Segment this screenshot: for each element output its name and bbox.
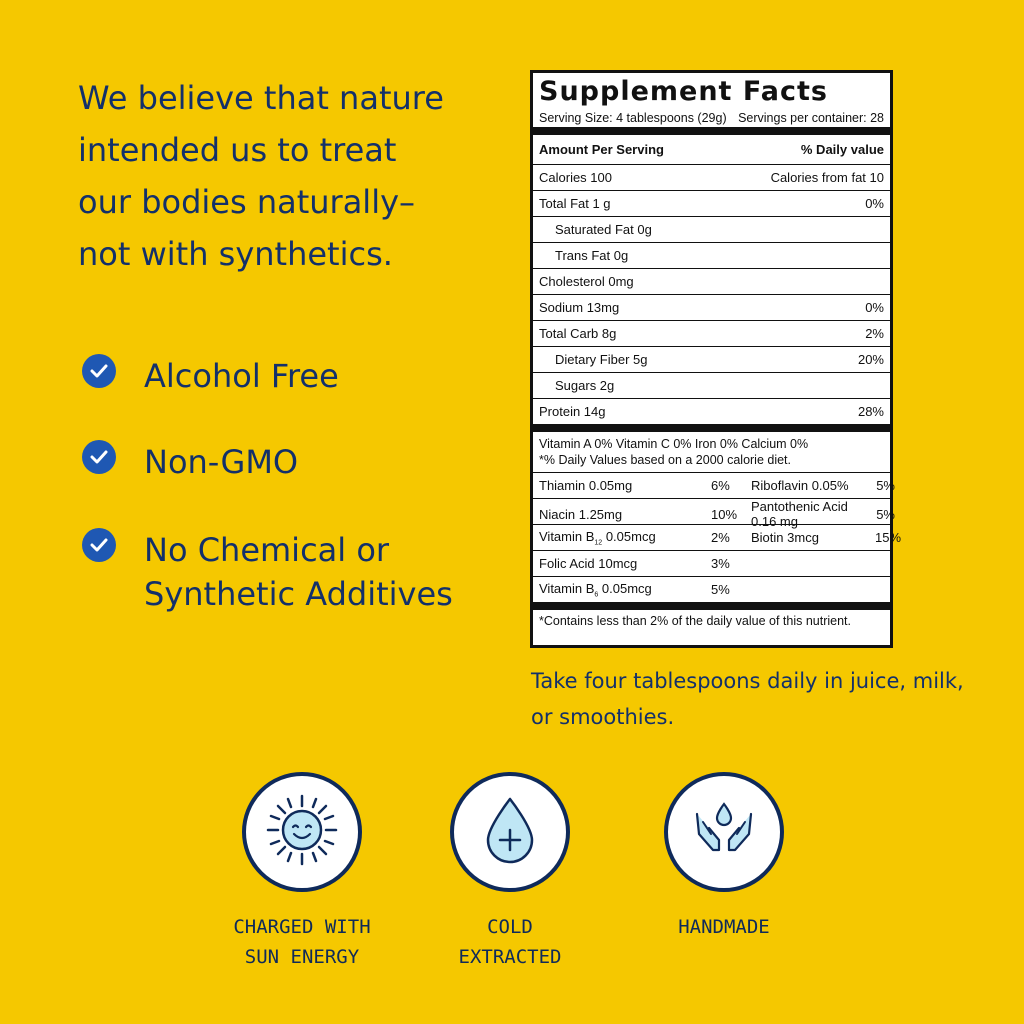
nutrient-grid-row <box>533 550 890 576</box>
nutrient-percent: 5% <box>711 582 730 597</box>
nutrient-name: Riboflavin 0.05% <box>751 478 849 493</box>
nutrient-grid-row <box>533 576 890 602</box>
nutrient-name: Pantothenic Acid 0.16 mg <box>751 499 848 529</box>
feature-label <box>144 528 453 616</box>
feature-non-gmo <box>82 440 298 484</box>
badge-label <box>400 912 620 972</box>
badge-label <box>614 912 834 942</box>
checkmark-icon <box>82 354 116 388</box>
nutrient-label: Total Fat 1 g <box>539 196 611 211</box>
divider <box>533 602 890 610</box>
hands-droplet-icon <box>689 800 759 864</box>
badge-label <box>192 912 412 972</box>
badge-label-line: SUN ENERGY <box>244 946 360 968</box>
nutrient-value: 20% <box>857 352 884 367</box>
nutrient-label: Total Carb 8g <box>539 326 617 341</box>
headline-line: intended us to treat <box>78 131 397 169</box>
badge-label-line: HANDMADE <box>678 916 770 938</box>
nutrient-grid-row <box>533 498 895 529</box>
nutrient-name: Biotin 3mcg <box>751 530 819 545</box>
vitamins-note <box>533 432 890 472</box>
sun-icon <box>262 790 342 874</box>
nutrient-percent: 5% <box>876 478 895 493</box>
badge-label-line: COLD <box>487 916 533 938</box>
nutrient-label: Cholesterol 0mg <box>539 274 634 289</box>
supplement-facts-panel <box>530 70 902 648</box>
headline-line: not with synthetics. <box>78 235 393 273</box>
nutrient-value: 2% <box>865 326 884 341</box>
facts-row <box>533 398 890 424</box>
facts-footnote: *Contains less than 2% of the daily value of this nutrient. <box>539 614 851 628</box>
nutrient-grid <box>533 473 902 602</box>
nutrient-label: Sugars 2g <box>555 378 615 393</box>
facts-row <box>533 346 890 372</box>
facts-row <box>533 165 890 190</box>
nutrient-label: Trans Fat 0g <box>555 248 629 263</box>
divider <box>533 424 890 432</box>
nutrient-percent: 2% <box>711 530 730 545</box>
checkmark-icon <box>82 528 116 562</box>
serving-info <box>533 109 890 127</box>
feature-label: Non-GMO <box>144 443 299 481</box>
nutrient-percent: 15% <box>875 530 902 545</box>
headline-line: our bodies naturally– <box>78 183 416 221</box>
facts-title: Supplement Facts <box>539 76 828 107</box>
nutrient-name-text: Vitamin B <box>539 528 595 544</box>
facts-header-row <box>533 135 890 164</box>
facts-rows <box>533 165 890 424</box>
nutrient-amount: 0.05mcg <box>598 580 652 596</box>
nutrient-name <box>539 529 711 547</box>
nutrient-name: Folic Acid 10mcg <box>539 556 638 571</box>
feature-label-line: Synthetic Additives <box>144 575 453 613</box>
nutrient-label: Saturated Fat 0g <box>555 222 652 237</box>
nutrient-name: Niacin 1.25mg <box>539 506 623 522</box>
feature-no-additives <box>82 528 453 616</box>
nutrient-label: Protein 14g <box>539 404 606 419</box>
nutrient-percent: 10% <box>711 506 738 522</box>
facts-row <box>533 268 890 294</box>
nutrient-percent: 5% <box>876 506 895 522</box>
amount-header: Amount Per Serving <box>539 142 664 157</box>
daily-value-note: *% Daily Values based on a 2000 calorie diet. <box>539 453 792 467</box>
feature-label-line: No Chemical or <box>144 531 390 569</box>
nutrient-subscript: 12 <box>594 539 603 547</box>
cold-extracted-badge <box>450 772 570 892</box>
nutrient-value: 0% <box>865 300 884 315</box>
nutrient-label: Calories 100 <box>539 170 612 185</box>
nutrient-grid-row <box>533 473 895 498</box>
facts-row <box>533 216 890 242</box>
facts-row <box>533 372 890 398</box>
badge-label-line: CHARGED WITH <box>233 916 371 938</box>
nutrient-label: Sodium 13mg <box>539 300 620 315</box>
nutrient-amount: 0.05mcg <box>602 528 656 544</box>
facts-row <box>533 190 890 216</box>
facts-row <box>533 294 890 320</box>
nutrient-percent: 3% <box>711 556 730 571</box>
facts-row <box>533 242 890 268</box>
nutrient-name: Thiamin 0.05mg <box>539 478 633 493</box>
badge-label-line: EXTRACTED <box>458 946 562 968</box>
directions-text: Take four tablespoons daily in juice, milk, or smoothies. <box>531 669 964 729</box>
nutrient-name <box>539 581 711 599</box>
headline <box>78 72 478 280</box>
serving-size: Serving Size: 4 tablespoons (29g) <box>539 111 727 125</box>
nutrient-percent: 6% <box>711 478 730 493</box>
nutrient-value: 0% <box>865 196 884 211</box>
droplet-plus-icon <box>480 795 540 869</box>
servings-per-container: Servings per container: 28 <box>738 111 884 125</box>
headline-line: We believe that nature <box>78 79 444 117</box>
sun-energy-badge <box>242 772 362 892</box>
nutrient-label: Dietary Fiber 5g <box>555 352 648 367</box>
nutrient-subscript: 6 <box>594 591 599 599</box>
divider <box>533 127 890 135</box>
daily-value-header: % Daily value <box>800 142 884 157</box>
nutrient-value: 28% <box>857 404 884 419</box>
feature-label: Alcohol Free <box>144 357 339 395</box>
vitamins-line: Vitamin A 0% Vitamin C 0% Iron 0% Calcium 0% <box>539 437 809 451</box>
feature-alcohol-free <box>82 354 339 398</box>
checkmark-icon <box>82 440 116 474</box>
facts-row <box>533 320 890 346</box>
nutrient-value: Calories from fat 10 <box>770 170 884 185</box>
handmade-badge <box>664 772 784 892</box>
nutrient-name-text: Vitamin B <box>539 580 595 596</box>
